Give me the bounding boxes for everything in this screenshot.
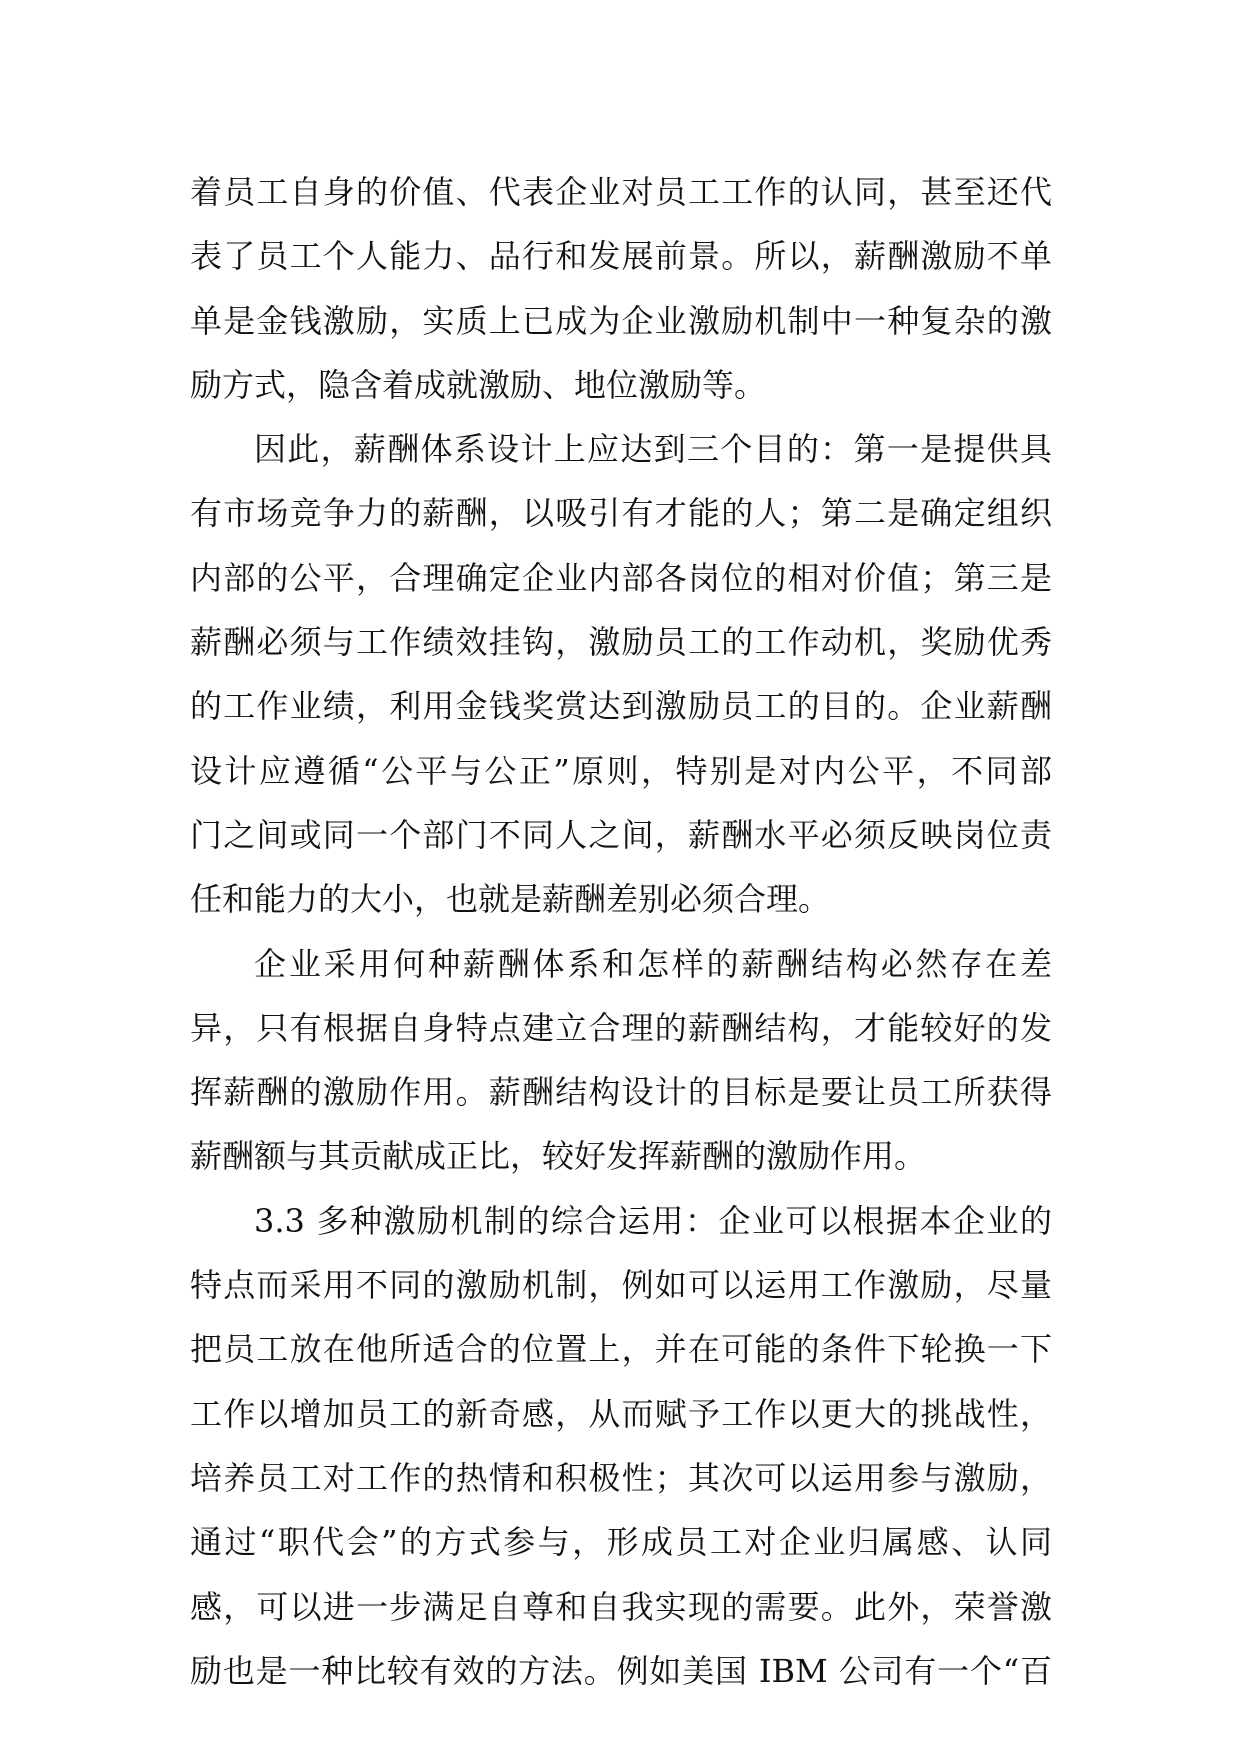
text-line: 薪酬必须与工作绩效挂钩，激励员工的工作动机，奖励优秀 — [190, 623, 1052, 662]
text-line: 异，只有根据自身特点建立合理的薪酬结构，才能较好的发 — [190, 1008, 1052, 1047]
text-line: 内部的公平，合理确定企业内部各岗位的相对价值；第三是 — [190, 558, 1052, 597]
text-line: 有市场竞争力的薪酬，以吸引有才能的人；第二是确定组织 — [190, 494, 1052, 533]
text-line: 励也是一种比较有效的方法。例如美国 IBM 公司有一个“百 — [190, 1651, 1052, 1690]
text-line: 门之间或同一个部门不同人之间，薪酬水平必须反映岗位责 — [190, 815, 1052, 854]
text-line: 着员工自身的价值、代表企业对员工工作的认同，甚至还代 — [190, 173, 1052, 211]
text-line: 任和能力的大小，也就是薪酬差别必须合理。 — [190, 880, 831, 919]
text-line: 感，可以进一步满足自尊和自我实现的需要。此外，荣誉激 — [190, 1587, 1052, 1626]
text-line: 培养员工对工作的热情和积极性；其次可以运用参与激励， — [190, 1458, 1052, 1497]
text-line: 单是金钱激励，实质上已成为企业激励机制中一种复杂的激 — [190, 301, 1052, 340]
text-line: 薪酬额与其贡献成正比，较好发挥薪酬的激励作用。 — [190, 1137, 927, 1176]
text-line: 3.3 多种激励机制的综合运用：企业可以根据本企业的 — [254, 1201, 1052, 1240]
text-line: 表了员工个人能力、品行和发展前景。所以，薪酬激励不单 — [190, 237, 1052, 276]
text-line: 工作以增加员工的新奇感，从而赋予工作以更大的挑战性， — [190, 1394, 1052, 1433]
text-line: 励方式，隐含着成就激励、地位激励等。 — [190, 365, 767, 404]
text-line: 的工作业绩，利用金钱奖赏达到激励员工的目的。企业薪酬 — [190, 687, 1052, 726]
body-text — [190, 160, 1052, 1703]
text-line: 特点而采用不同的激励机制，例如可以运用工作激励，尽量 — [190, 1266, 1052, 1305]
text-line: 通过“职代会”的方式参与，形成员工对企业归属感、认同 — [190, 1523, 1052, 1562]
text-line: 企业采用何种薪酬体系和怎样的薪酬结构必然存在差 — [254, 944, 1052, 983]
text-line: 设计应遵循“公平与公正”原则，特别是对内公平，不同部 — [190, 751, 1052, 790]
text-line: 把员工放在他所适合的位置上，并在可能的条件下轮换一下 — [190, 1330, 1052, 1369]
text-line: 挥薪酬的激励作用。薪酬结构设计的目标是要让员工所获得 — [190, 1073, 1052, 1112]
text-line: 因此，薪酬体系设计上应达到三个目的：第一是提供具 — [254, 430, 1052, 469]
